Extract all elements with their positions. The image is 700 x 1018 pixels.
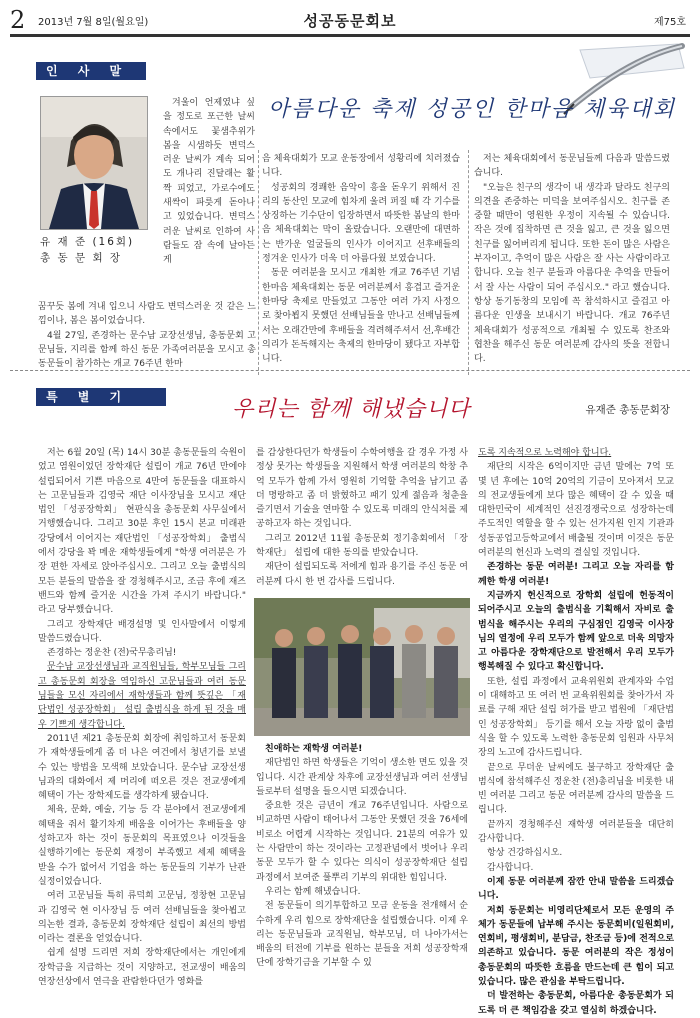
paragraph: 지금까지 헌신적으로 장학회 설립에 헌동적이 되어주시고 오늘의 출범식을 기획해서 자비로 출범식을 해주시는 우리의 구심점인 김영국 이사장님의 열정에 우리 모두가 함께 앞으로 더욱 의망자고 아름다운 장학재단으로 발전해서 우리 모두가 행복해질 수 있다고 확신합니다. bbox=[478, 590, 674, 673]
special-column-2-continued bbox=[256, 742, 468, 971]
paragraph: 도록 지속적으로 노력해야 합니다. bbox=[478, 448, 612, 458]
paragraph: 쉽게 설명 드리면 저희 장학재단에서는 개인에게 장학금을 지급하는 것이 지양하고, 전교생이 배움의 연장선상에서 연극을 관람한다던가 영화를 bbox=[38, 948, 246, 987]
paragraph: 꿈꾸듯 봄에 겨내 입으니 사람도 변덕스러운 것 같은 느낌이나, 봄은 봄이었습니다. bbox=[38, 302, 256, 327]
paragraph: 문수남 교장선생님과 교직원님들, 학부모님들 그리고 총동문회 회장을 역임하신 고문님들과 여러 동문님들을 모신 자리에서 재학생들과 함께 뜻깊은 「재단법인 성공장학회」 설립 출범식을 하게 된 것을 매우 기쁘게 생각합니다. bbox=[38, 662, 246, 730]
paragraph: "오늘은 친구의 생각이 내 생각과 달라도 친구의 의견을 존중하는 미덕을 보여주십시오. 친구를 존중할 때만이 영원한 우정이 지속될 수 있습니다. 작은 것에 집착하면 큰 것을 잃고, 큰 것을 잃으면 친구를 잃어버리게 됩니다. 또한 돈이 많은 사람은 부자이고, 추억이 많은 사람은 잘 사는 사람이라고 합니다. 오늘 친구 분들과 아름다운 추억을 만들어서 잘 사는 사람이 되어 주십시오." 라고 했습니다. 항상 동기동창의 모임에 꼭 참석하시고 즐겁고 아름다운 인생을 보내시기 바랍니다. 개교 76주년 체육대회가 성공적으로 개최될 수 있도록 찬조와 협찬을 해주신 동문 여러분께 감사의 뜻을 전합니다. bbox=[474, 182, 670, 365]
paragraph: 동문 여러분을 모시고 개최한 개교 76주년 기념 한마음 체육대회는 동문 여러분께서 흥겹고 즐거운 한마당 축제로 만들었고 그동안 여러 가지 사정으로 찾아뵙지 못했던 선배님들을 만나고 선배님들께서는 오래간만에 후배들을 격려해주셔서 선,후배간 의리가 돈독해지는 축제의 한마당이 됐다고 자부합니다. bbox=[262, 268, 460, 365]
special-column-3 bbox=[478, 446, 674, 1018]
column-divider bbox=[258, 150, 259, 375]
author-portrait-photo bbox=[40, 96, 148, 230]
greeting-headline: 아름다운 축제 성공인 한마음 체육대회 bbox=[268, 97, 677, 122]
paragraph: 우리는 함께 해냈습니다. bbox=[265, 886, 361, 897]
special-column-1 bbox=[38, 446, 246, 989]
header-rule bbox=[10, 34, 690, 37]
paragraph: 저희 동문회는 비영리단체로서 모든 운영의 주체가 동문들에 납부해 주시는 동문회비(일원회비, 연회비, 평생회비, 분담금, 찬조금 등)에 전적으로 의존하고 있습니다. 동문 여러분의 작은 정성이 총동문회의 따뜻한 흐름을 만드는데 큰 힘이 되고 있습니다. 많은 관심을 부탁드립니다. bbox=[478, 905, 674, 987]
paragraph: 저는 6월 20일 (목) 14시 30분 총동문들의 숙원이었고 염원이었던 장학재단 설립이 개교 76년 만에야 설립되어서 기쁜 마음으로 4만여 동문들을 대표하시는 고문님들과 김영국 재단 이사장님을 모시고 재단법인 「성공장학회」 현판식을 총동문회 사무실에서 거행했습니다. 그리고 30분 후인 15시 본교 미래관 강당에서 이어지는 재단법인 「성공장학회」 출범식에서 강당을 꽉 메운 재학생들에게 "학생 여러분은 가장 편한 자세로 앉아주십시오. 그리고 오늘 출범식의 모든 분들의 말씀을 잘 경청해주시고, 조금 후에 재즈밴드와 함께 즐거운 시간을 가져 주시기 바랍니다." 라고 당부했습니다. bbox=[38, 448, 246, 616]
paragraph: 친애하는 재학생 여러분! bbox=[265, 744, 363, 754]
author-name: 유 재 준 (16회) bbox=[40, 236, 135, 248]
greeting-column-2 bbox=[262, 152, 460, 366]
special-byline: 유재준 총동문회장 bbox=[585, 404, 670, 416]
paragraph: 를 감상한다던가 학생들이 수학여행을 갈 경우 가정 사정상 못가는 학생들을 지원해서 학생 여러분의 학창 추억 모두가 함께 가서 영원히 기억할 추억을 남기고 좀 더 명랑하고 좀 더 밝혔하고 패기 있게 젊음과 청춘을 즐기면서 기술을 연마할 수 있도록 미래의 안식처를 제공하고자 하는 것입니다. bbox=[256, 448, 468, 530]
paragraph: 그리고 2012년 11월 총동문회 정기총회에서 「장학재단」 설립에 대한 동의를 받았습니다. bbox=[256, 533, 468, 559]
greeting-column-1-continued bbox=[38, 300, 256, 371]
page-header bbox=[0, 0, 700, 40]
paragraph: 재단이 설립되도록 저에게 힘과 용기를 주신 동문 여러분께 다시 한 번 감사를 드립니다. bbox=[256, 562, 468, 587]
paragraph: 또한, 설립 과정에서 교육위원회 관계자와 수업이 대해하고 또 여러 번 교육위원회를 찾아가서 자료를 구해 재단 설립 허가를 받고 법원에 「재단법인 성공장학회」 등기를 해서 오늘 자랑 없이 출범식을 할 수 있도록 노력한 총동문회 임원과 사무처장의 노고에 감사드립니다. bbox=[478, 676, 674, 759]
paragraph: 음 체육대회가 모교 운동장에서 성황리에 치러졌습니다. bbox=[262, 154, 460, 179]
greeting-column-3 bbox=[474, 152, 670, 366]
paragraph: 재단의 시작은 6억이지만 금년 말에는 7억 또 몇 년 후에는 10억 20억의 기금이 모아져서 모교의 전교생들에게 보다 많은 혜택이 갈 수 있을 때 대한민국이 세계적인 선진경쟁국으로 성장하는데 주도적인 역할을 할 수 있는 선가지원 인지 기관과 성동공업고등학교에서 배출될 것이며 이것은 동문 여러분의 헌신과 노력의 결실일 것입니다. bbox=[478, 462, 674, 559]
paragraph: 더 발전하는 총동문회, 아름다운 총동문회가 되도록 더 큰 책임감을 갖고 열심히 하겠습니다. bbox=[478, 991, 674, 1016]
paragraph: 재단법인 하면 학생들은 기억이 생소한 면도 있을 것입니다. 시간 관계상 차후에 교장선생님과 여러 선생님들로부터 설명을 들으시면 되겠습니다. bbox=[256, 758, 468, 797]
paragraph: 존경하는 정운찬 (전)국무총리님! bbox=[47, 648, 177, 659]
issue-date: 2013년 7월 8일(월요일) bbox=[38, 17, 149, 28]
paragraph: 그리고 장학재단 배경설명 및 인사말에서 이렇게 말씀드렸습니다. bbox=[38, 619, 246, 644]
special-section-label: 특 별 기 고 bbox=[36, 388, 166, 406]
group-photo bbox=[254, 598, 470, 736]
author-caption bbox=[40, 234, 150, 266]
issue-number: 제75호 bbox=[653, 17, 686, 28]
paragraph: 2011년 제21 총동문회 회장에 취임하고서 동문회가 재학생들에게 좀 더 나은 여건에서 청년기를 보낼 수 있는 방법을 모색해 보았습니다. 문수남 교장선생님과의 대화에서 제 머리에 떠오른 것은 전교생에게 혜택이 가는 장학제도를 생각하게 됐습니다. bbox=[38, 733, 246, 802]
paragraph: 항상 건강하십시오. bbox=[487, 848, 563, 859]
special-headline: 우리는 함께 해냈습니다 bbox=[232, 397, 471, 422]
paragraph: 전 동문들이 의기투합하고 모금 운동을 전개해서 순수하게 우리 힘으로 장학재단을 설립했습니다. 이제 우리는 동문님들과 교직원님, 학부모님, 더 나아가서는 배움의 터전에 기부를 원하는 분들을 저희 성공장학재단에 장학기금을 기부할 수 있 bbox=[256, 901, 468, 969]
column-divider bbox=[468, 150, 469, 375]
paragraph: 성공회의 경쾌한 음악이 흥을 돋우기 위해서 진리의 동산인 모교에 힘차게 울려 퍼질 때 각 기수를 상징하는 기수단이 입장하면서 따뜻한 봄날의 한마음 체육대회는 막이 올랐습니다. 오랜만에 대면하는 반가운 얼굴들의 인사가 이어지고 선후배들의 정겨운 인사가 더욱 더 아름다웠 보였습니다. bbox=[262, 182, 460, 265]
paragraph: 중요한 것은 금년이 개교 76주년입니다. 사람으로 비교하면 사람이 태어나서 그동안 못했던 것을 76세에 비로소 어렵게 시작하는 것입니다. 21분의 여유가 있는 사람만이 하는 것이라는 고정관념에서 벗어나 우리 동문 모두가 할 수 있다는 의식이 성공장학재단 설립 과정에서 보여준 풀뿌리 기부의 위대한 힘입니다. bbox=[256, 801, 468, 883]
paragraph: 끝으로 무더운 날씨에도 불구하고 장학재단 출범식에 참석해주신 정운찬 (전)총리님을 비롯한 내빈 여러분 그리고 동문 여러분께 감사의 말씀을 드립니다. bbox=[478, 762, 674, 816]
paragraph: 겨울이 언제였냐 싶을 정도로 포근한 날씨속에서도 꽃샘추위가 봄을 시샘하듯 변덕스러운 날씨가 계속 되어도 개나리 진달래는 활짝 피었고, 가로수에도 새싹이 파릇게 돋아나고 있었습니다. 변덕스러운 날씨로 인하여 사람들도 잠 속에 날아든 게 bbox=[163, 98, 255, 266]
paragraph: 이제 동문 여러분께 잠깐 안내 말씀을 드리겠습니다. bbox=[478, 876, 674, 902]
paper-title: 성공동문회보 bbox=[303, 12, 397, 30]
paragraph: 존경하는 동문 여러분! 그리고 오늘 자리를 함께한 학생 여러분! bbox=[478, 562, 674, 587]
section-divider bbox=[10, 370, 690, 371]
paragraph: 여러 고문님들 특히 류덕희 고문님, 정창현 고문님과 김영국 현 이사장님 등 여러 선배님들을 찾아뵙고 의논한 결과, 총동문회 장학재단 설립이 최선의 방법이라는 결론을 얻었습니다. bbox=[38, 891, 246, 945]
greeting-section-label: 인 사 말 bbox=[36, 62, 146, 80]
paragraph: 4월 27일, 존경하는 문수남 교장선생님, 총동문회 고문님들, 지리를 함께 하신 동문 가족여러분을 모시고 총동문들이 참가하는 개교 76주년 한마 bbox=[38, 330, 256, 370]
greeting-column-1 bbox=[163, 96, 255, 268]
page-number: 2 bbox=[10, 6, 26, 34]
paragraph: 저는 체육대회에서 동문님들께 다음과 말씀드렸습니다. bbox=[474, 154, 670, 179]
special-column-2 bbox=[256, 446, 468, 589]
paragraph: 체육, 문화, 예술, 기능 등 각 분야에서 전교생에게 혜택을 줘서 활기차게 배움을 이어가는 후배들을 양성하고자 하는 것이 동문회의 목표였으나 이것들을 실행하기에는 동문회 재정이 부족했고 세제 혜택을 받을 수가 없어서 기업을 하는 동문들의 기부가 난관 실정이었습니다. bbox=[38, 805, 246, 887]
paragraph: 끝까지 경청해주신 재학생 여러분들을 대단히 감사합니다. bbox=[478, 819, 674, 845]
paragraph: 감사합니다. bbox=[487, 862, 534, 873]
author-title: 총 동 문 회 장 bbox=[40, 252, 123, 264]
